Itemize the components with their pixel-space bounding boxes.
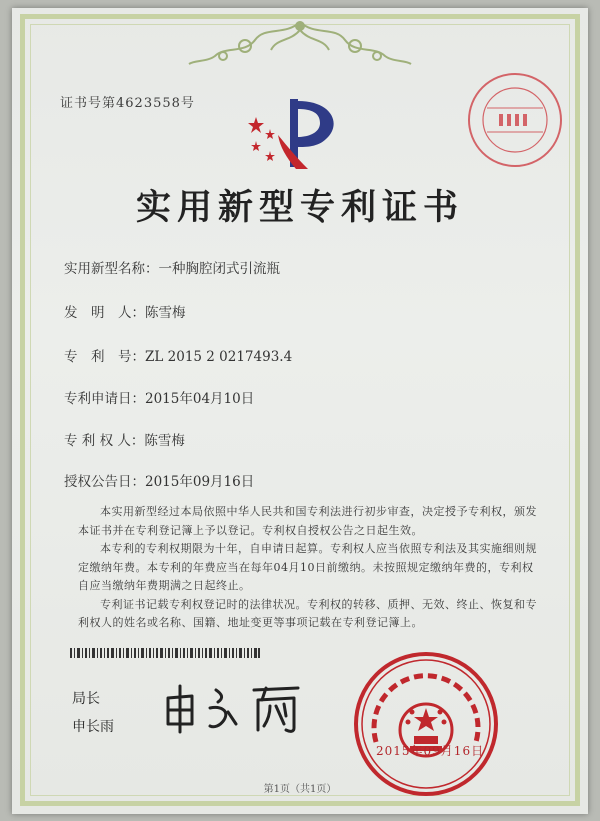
handwritten-signature-icon bbox=[158, 680, 308, 736]
field-value: 2015年09月16日 bbox=[145, 474, 255, 490]
page-number: 第1页（共1页） bbox=[263, 784, 337, 795]
patent-office-logo-icon bbox=[238, 95, 350, 173]
field-value: 陈雪梅 bbox=[144, 433, 185, 449]
field-value: 一种胸腔闭式引流瓶 bbox=[158, 261, 280, 277]
director-title: 局长 bbox=[72, 691, 100, 707]
ornament-icon bbox=[185, 16, 415, 68]
field-patentee bbox=[64, 429, 185, 449]
barcode-icon bbox=[70, 648, 260, 658]
field-label: 发 明 人： bbox=[64, 305, 145, 321]
director-name: 申长雨 bbox=[72, 719, 114, 735]
field-label: 专利申请日： bbox=[64, 391, 145, 407]
field-utility-model-name bbox=[64, 257, 280, 277]
field-value: ZL 2015 2 0217493.4 bbox=[145, 349, 293, 365]
printing-seal-icon bbox=[465, 70, 565, 170]
paragraph: 专利证书记载专利权登记时的法律状况。专利权的转移、质押、无效、终止、恢复和专利权人的姓名或名称、国籍、地址变更等事项记载在专利登记簿上。 bbox=[78, 597, 537, 629]
field-label: 实用新型名称： bbox=[64, 261, 159, 277]
certificate-title: 实用新型专利证书 bbox=[135, 187, 464, 228]
field-label: 专 利 权 人： bbox=[64, 433, 145, 449]
field-value: 陈雪梅 bbox=[145, 305, 186, 321]
field-label: 专 利 号： bbox=[64, 349, 145, 365]
certificate-number: 证书号第4623558号 bbox=[60, 96, 195, 111]
paragraph: 本专利的专利权期限为十年，自申请日起算。专利权人应当依照专利法及其实施细则规定缴纳年费。本专利的年费应当在每年04月10日前缴纳。未按照规定缴纳年费的，专利权自应当缴纳年费期满之日起终止。 bbox=[78, 542, 537, 592]
field-value: 2015年04月10日 bbox=[145, 391, 255, 407]
seal-date: 2015年09月16日 bbox=[376, 744, 485, 758]
field-patent-number bbox=[64, 345, 292, 365]
field-label: 授权公告日： bbox=[64, 474, 145, 490]
field-grant-date bbox=[64, 470, 254, 490]
field-application-date bbox=[64, 387, 254, 407]
official-seal-icon bbox=[352, 650, 500, 798]
paragraph: 本实用新型经过本局依照中华人民共和国专利法进行初步审查，决定授予专利权，颁发本证书并在专利登记簿上予以登记。专利权自授权公告之日起生效。 bbox=[78, 505, 537, 537]
body-text bbox=[78, 503, 540, 633]
field-inventor bbox=[64, 301, 186, 321]
